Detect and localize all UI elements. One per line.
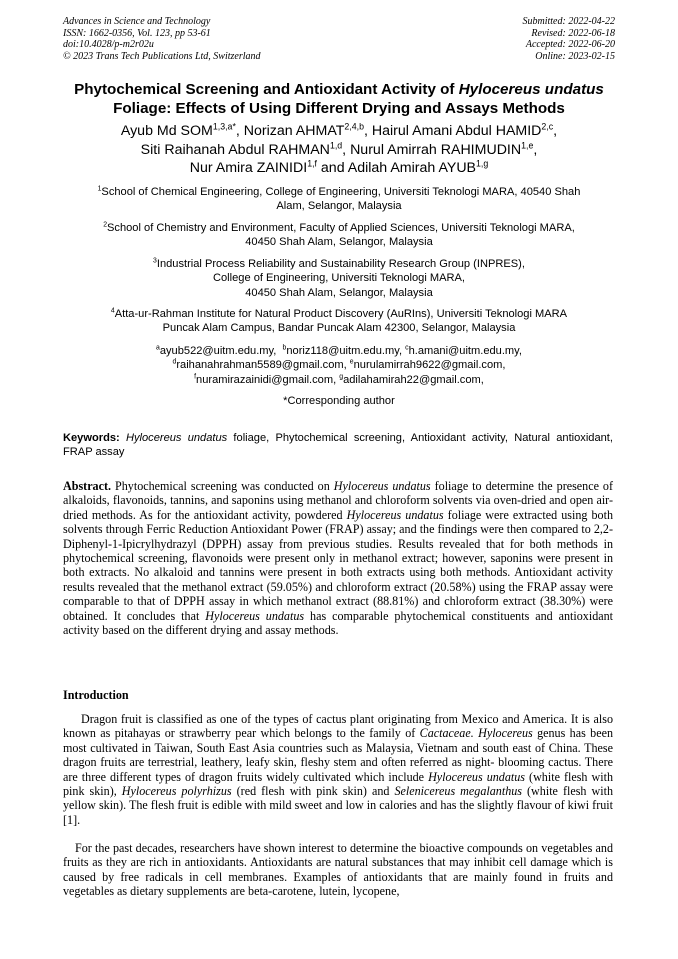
keywords: Keywords: Hylocereus undatus foliage, Phytochemical screening, Antioxidant activity, Natural antioxidant, FRAP assay (63, 432, 613, 459)
keywords-label: Keywords: (63, 432, 120, 444)
author: Norizan AHMAT$^{2,4,b}$ (243, 121, 364, 139)
issn-volume: ISSN: 1662-0356, Vol. 123, pp 53-61 (63, 27, 211, 39)
online-date: Online: 2023-02-15 (535, 50, 615, 62)
submitted-date: Submitted: 2022-04-22 (522, 16, 615, 27)
author: Nurul Amirrah RAHIMUDIN$^{1,e}$ (350, 139, 534, 158)
author-list: Ayub Md $SOM^{1,3,a*}$, Norizan AHMAT$^{2,4,b}$, Hairul Amani Abdul HAMID$^{2,c}$, Siti Raihanah Abdul RAHMAN$^{1,d}$, Nurul Amirrah RAHIMUDIN$^{1,e}$, Nur Amira ZAINIDI$^{1,f}$ and Adilah Amirah AYUB$^{1,g}$ (120, 121, 558, 176)
email-d: raihanahrahman5589@gmail.com, (176, 359, 347, 372)
email-e: nurulamirrah9622@gmail.com, (353, 359, 506, 372)
doi: doi:10.4028/p-m2r02u (63, 39, 154, 51)
email-c: h.amani@uitm.edu.my, (408, 345, 522, 357)
abstract-label: Abstract. (63, 479, 112, 493)
author: Siti Raihanah Abdul RAHMAN$^{1,d}$ (140, 139, 343, 158)
paper-title: Phytochemical Screening and Antioxidant Activity of Hylocereus undatus Foliage: Effects of Using Different Drying and Assays Methods (74, 81, 604, 117)
intro-paragraph-1: Dragon fruit is classified as one of the types of cactus plant originating from Mexico and America. It is also known as pitahayas or strawberry pear which belongs to the family of Cactaceae. Hylocereus genus has been most cultivated in Taiwan, South East Asia countries such as Malaysia, Vietnam and south east of China. These dragon fruits are terrestrial, leathery, leafy skin, fleshy stem and often referred as night- blooming cactus. There are three different types of dragon fruits widely cultivated which include Hylocereus undatus (white flesh with pink skin), Hylocereus polyrhizus (red flesh with pink skin) and Selenicereus megalanthus (white flesh with yellow skin). The flesh fruit is edible with mild sweet and low in calories and has the slightly flavour of kiwi fruit [1]. (63, 712, 614, 827)
author: Adilah Amirah AYUB$^{1,g}$ (347, 158, 489, 176)
affiliation-2: $^2$School of Chemistry and Environment, Faculty of Applied Sciences, Universiti Teknologi MARA, 40450 Shah Alam, Selangor, Malaysia (103, 221, 575, 249)
affiliation-1: $^1$School of Chemical Engineering, College of Engineering, Universiti Teknologi MARA, 40540 Shah Alam, Selangor, Malaysia (97, 185, 581, 213)
abstract: Abstract. Phytochemical screening was conducted on Hylocereus undatus foliage to determine the presence of alkaloids, flavonoids, tannins, and saponins using methanol and chloroform solvents via oven-dried and open air-dried methods. As for the antioxidant activity, powdered Hylocereus undatus foliage were extracted using both solvents through Ferric Reduction Antioxidant Power (FRAP) assay; and the findings were then compared to 2,2-Diphenyl-1-Ipicrylhydrazyl (DPPH) assay from previous studies. Results revealed that for both methods in phytochemical screening, flavonoids were present only in methanol extract; however, saponins were present in both extracts. No alkaloid and tannins were present in both extracts using both methods. Antioxidant activity results revealed that the methanol extract (59.05%) and chloroform extract (20.58%) using the FRAP assay were comparable to that of DPPH assay in which methanol extract (88.81%) and chloroform extract (38.30%) were obtained. It concludes that Hylocereus undatus has comparable phytochemical constituents and antioxidant activity based on the different drying and assay methods. (63, 479, 614, 638)
author: Nur Amira ZAINIDI$^{1,f}$ (189, 158, 317, 176)
title-species: Hylocereus undatus (458, 81, 604, 98)
email-a: ayub522@uitm.edu.my, (159, 345, 277, 357)
affiliation-4: $^4$Atta-ur-Rahman Institute for Natural Product Discovery (AuRIns), Universiti Teknologi MARA Puncak Alam Campus, Bandar Puncak Alam 42300, Selangor, Malaysia (110, 307, 568, 335)
journal-info (63, 16, 261, 62)
email-f: nuramirazainidi@gmail.com, (196, 373, 337, 386)
corresponding-author-note: *Corresponding author (283, 395, 395, 407)
copyright: © 2023 Trans Tech Publications Ltd, Switzerland (63, 50, 261, 62)
revised-date: Revised: 2022-06-18 (531, 27, 615, 39)
author: Ayub Md $SOM^{1,3,a*}$ (120, 121, 236, 139)
accepted-date: Accepted: 2022-06-20 (525, 39, 615, 51)
author: Hairul Amani Abdul HAMID$^{2,c}$ (371, 121, 554, 139)
section-heading-introduction: Introduction (63, 688, 129, 702)
intro-paragraph-2: For the past decades, researchers have shown interest to determine the bioactive compounds on vegetables and fruits as they are rich in antioxidants. Antioxidants are natural substances that may inhibit cell damage which is caused by free radicals in cell membranes. Examples of antioxidants that are mainly found in fruits and vegetables as dietary supplements are beta-carotene, lutein, lycopene, (63, 841, 613, 899)
author-emails: $^a$ayub522@uitm.edu.my, $^b$noriz118@uitm.edu.my, $^c$h.amani@uitm.edu.my, $^d$raihanahrahman5589@gmail.com, $^e$nurulamirrah9622@gmail.com, $^f$nuramirazainidi@gmail.com, $^g$adilahamirah22@gmail.com, (156, 344, 522, 386)
publication-dates (523, 16, 616, 62)
affiliation-3: $^3$Industrial Process Reliability and Sustainability Research Group (INPRES), College of Engineering, Universiti Teknologi MARA, 40450 Shah Alam, Selangor, Malaysia (153, 257, 525, 299)
email-g: adilahamirah22@gmail.com, (343, 373, 484, 386)
email-b: noriz118@uitm.edu.my, (286, 345, 403, 357)
journal-name: Advances in Science and Technology (63, 16, 211, 27)
